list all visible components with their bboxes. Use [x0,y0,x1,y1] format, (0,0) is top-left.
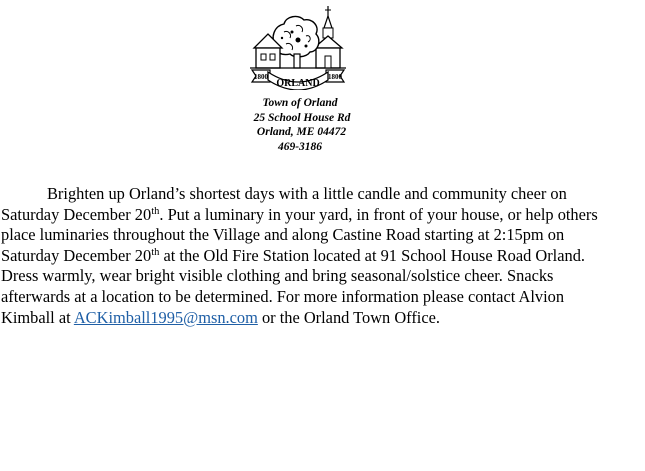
street-address: 25 School House Rd [253,111,351,124]
date-suffix-1: th [151,205,160,217]
phone-number: 469-3186 [277,140,323,153]
date-suffix-2: th [151,246,160,258]
announcement-text-1: Brighten up Orland’s shortest days with a little candle and community cheer on Saturday December 20 [1,184,567,224]
seal-year-right: 1800 [328,73,342,81]
announcement-paragraph [1,184,601,328]
town-name: Town of Orland [262,97,338,109]
town-address-block [200,96,400,154]
announcement-body [1,184,601,328]
announcement-text-3: at the Old Fire Station located at 91 School House Road Orland. Dress warmly, wear bright visible clothing and bring seasonal/solstice cheer. Snacks afterwards at a location to be determined. For more information please contact Alvion Kimball at [1,245,585,327]
contact-email-link[interactable]: ACKimball1995@msn.com [73,307,258,327]
town-seal-drawing [246,2,350,90]
town-seal-logo [246,2,350,90]
city-state-zip: Orland, ME 04472 [256,126,347,138]
announcement-text-2: . Put a luminary in your yard, in front of your house, or help others place luminaries throughout the Village and along Castine Road starting at 2:15pm on Saturday December 20 [1,204,598,265]
announcement-text-4: or the Orland Town Office. [257,307,440,327]
seal-year-left: 1800 [254,73,268,81]
seal-name: ORLAND [276,78,320,89]
